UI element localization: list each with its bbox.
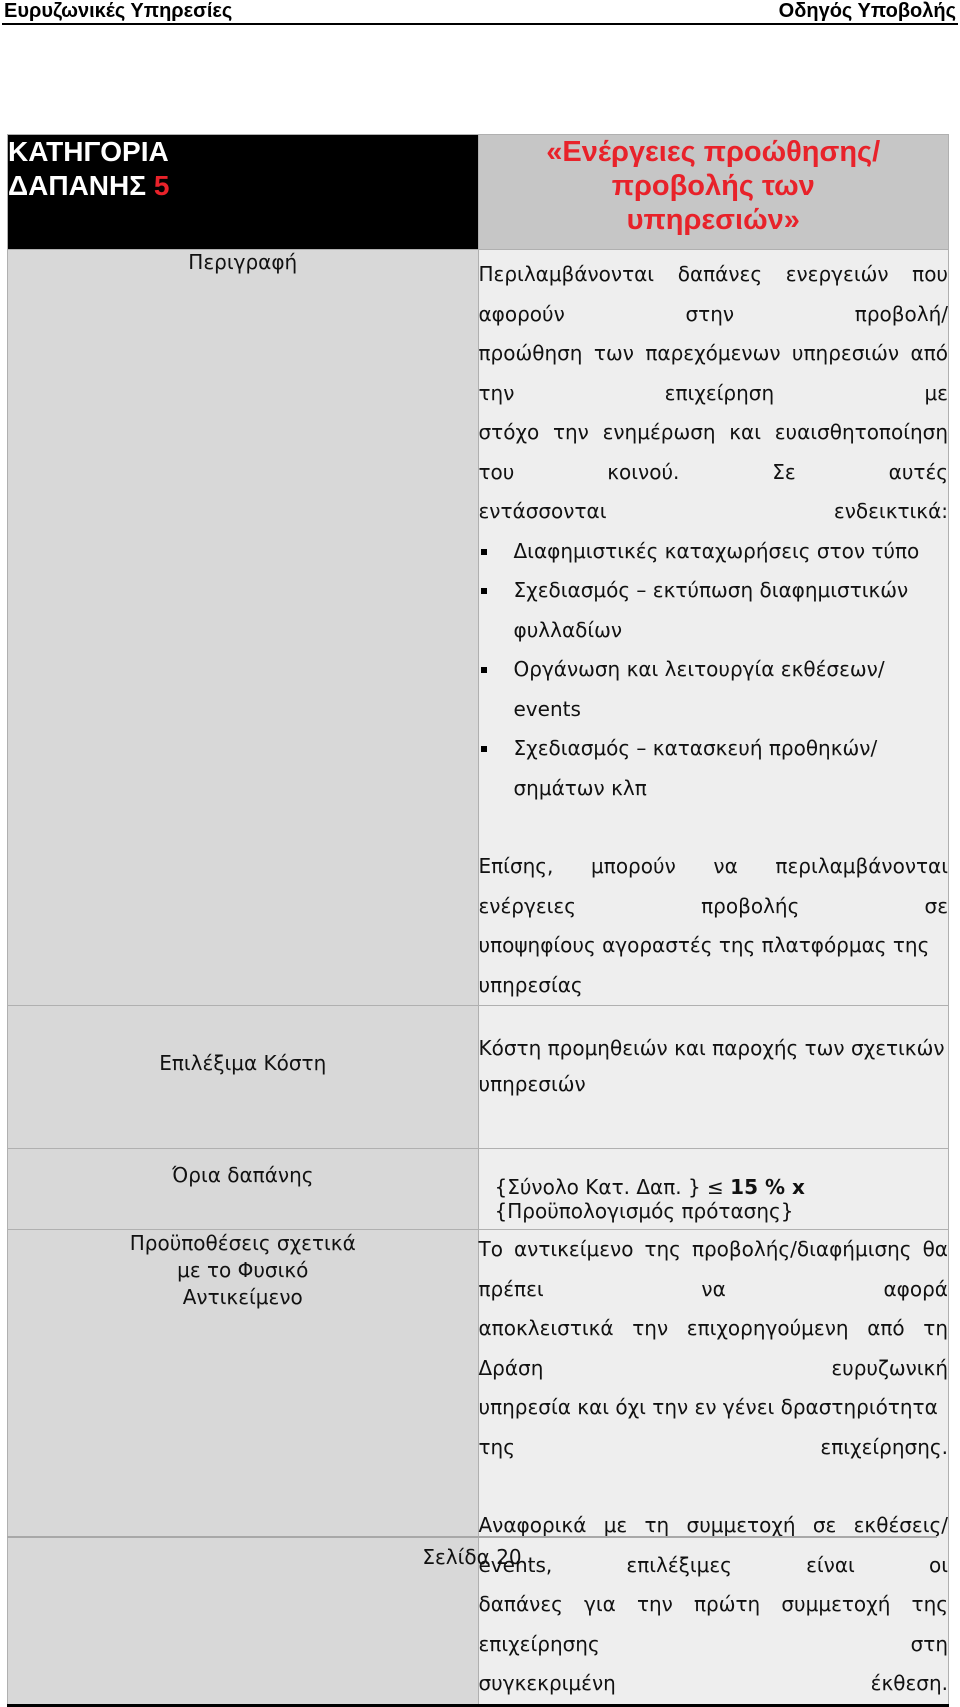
conditions-para1-line: Το αντικείμενο της προβολής/διαφήμισης θα πρέπει να αφορά <box>478 1237 948 1301</box>
list-item <box>479 571 949 650</box>
bullet-text: Διαφημιστικές καταχωρήσεις στον τύπο <box>513 538 920 563</box>
conditions-label-line: με το Φυσικό <box>177 1258 309 1282</box>
eligible-costs-label: Επιλέξιμα Κόστη <box>8 1006 479 1149</box>
conditions-para2-line: δαπάνες για την πρώτη συμμετοχή της επιχείρησης στη <box>478 1592 948 1656</box>
limits-label: Όρια δαπάνης <box>8 1149 479 1230</box>
conditions-label-line: Προϋποθέσεις σχετικά <box>129 1231 356 1255</box>
conditions-label-cell <box>8 1230 479 1706</box>
description-also-line: Επίσης, μπορούν να περιλαμβάνονται ενέργειες προβολής σε <box>478 854 948 918</box>
category-line1: ΚΑΤΗΓΟΡΙΑ <box>8 136 169 167</box>
description-cell <box>478 250 949 1006</box>
bullet-square-icon <box>481 667 487 673</box>
description-intro-line: προώθηση των παρεχόμενων υπηρεσιών από την επιχείρηση με <box>478 341 948 405</box>
description-intro-line: στόχο την ενημέρωση και ευαισθητοποίηση του κοινού. Σε αυτές <box>478 420 948 484</box>
conditions-para1-line: υπηρεσία και όχι την εν γένει δραστηριότητα της επιχείρησης. <box>478 1395 948 1459</box>
category-number: 5 <box>153 170 170 201</box>
header-right-title: Οδηγός Υποβολής <box>778 0 956 22</box>
eligible-costs-text: Κόστη προμηθειών και παροχής των σχετικών υπηρεσιών <box>478 1006 949 1149</box>
description-row <box>8 250 949 1006</box>
eligible-costs-row <box>8 1006 949 1149</box>
conditions-para1 <box>479 1230 949 1467</box>
description-intro-line: Περιλαμβάνονται δαπάνες ενεργειών που αφορούν στην προβολή/ <box>478 262 948 326</box>
list-item <box>479 650 949 729</box>
limits-cell <box>478 1149 949 1230</box>
limits-text-bold: 15 % x <box>730 1175 805 1199</box>
limits-row <box>8 1149 949 1230</box>
category-title-line2: υπηρεσιών» <box>626 204 800 236</box>
bullet-text: Σχεδιασμός – κατασκευή προθηκών/ σημάτων κλπ <box>513 736 878 800</box>
conditions-cell <box>478 1230 949 1706</box>
description-bullet-list <box>479 532 949 809</box>
footer-divider <box>7 1536 937 1538</box>
conditions-label-line: Αντικείμενο <box>182 1285 303 1309</box>
header-divider <box>2 23 958 25</box>
description-also-line: υποψηφίους αγοραστές της πλατφόρμας της υπηρεσίας <box>478 933 930 997</box>
description-intro-line: εντάσσονται ενδεικτικά: <box>478 499 948 523</box>
limits-text-part2: {Προϋπολογισμός πρότασης} <box>494 1199 794 1223</box>
category-line2 <box>8 169 478 203</box>
page-number: Σελίδα 20 <box>422 1545 522 1569</box>
conditions-para1-line: αποκλειστικά την επιχορηγούμενη από τη Δράση ευρυζωνική <box>478 1316 948 1380</box>
bullet-square-icon <box>481 746 487 752</box>
description-also <box>479 847 949 1005</box>
list-item <box>479 532 949 572</box>
list-item <box>479 729 949 808</box>
category-title-line1: «Ενέργειες προώθησης/προβολής των <box>546 136 881 202</box>
expense-category-table <box>7 134 949 1707</box>
bullet-text: Οργάνωση και λειτουργία εκθέσεων/ events <box>513 657 885 721</box>
limits-text-part1: {Σύνολο Κατ. Δαπ. } ≤ <box>494 1175 731 1199</box>
header-left-title: Ευρυζωνικές Υπηρεσίες <box>4 0 233 22</box>
category-label-cell <box>8 135 479 250</box>
description-label: Περιγραφή <box>8 250 479 1006</box>
conditions-para2-line: Αναφορικά με τη συμμετοχή σε εκθέσεις/ events, επιλέξιμες είναι οι <box>478 1513 948 1577</box>
bullet-square-icon <box>481 549 487 555</box>
bullet-square-icon <box>481 588 487 594</box>
conditions-row <box>8 1230 949 1706</box>
category-prefix: ΔΑΠΑΝΗΣ <box>8 170 147 201</box>
bullet-text: Σχεδιασμός – εκτύπωση διαφημιστικών φυλλαδίων <box>513 578 909 642</box>
category-title-cell <box>478 135 949 250</box>
category-header-row <box>8 135 949 250</box>
conditions-para2-line: συγκεκριμένη έκθεση. <box>478 1671 948 1695</box>
description-intro <box>479 255 949 532</box>
